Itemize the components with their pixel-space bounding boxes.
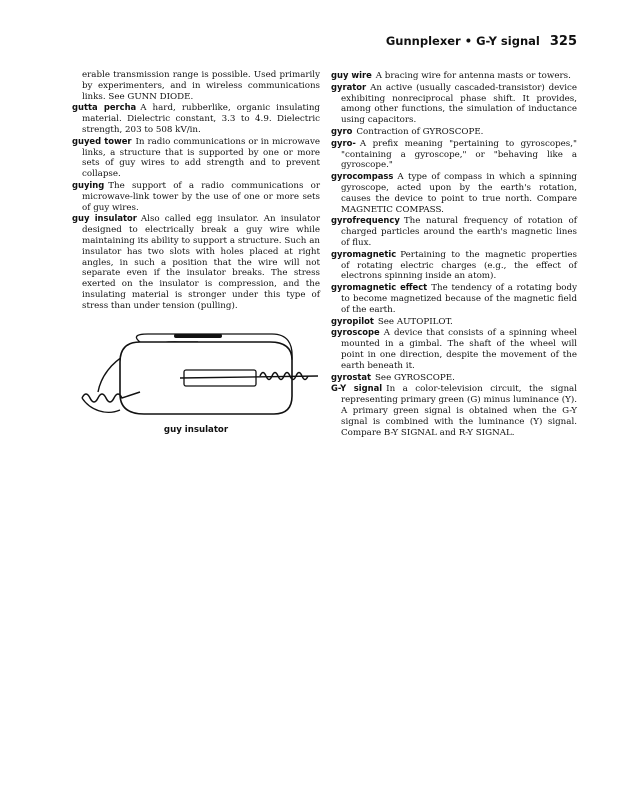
entry-gyropilot [331,316,577,328]
entry-gyro-prefix [331,138,577,171]
entry-definition: In a color-television circuit, the signal representing primary green (G) minus luminance (Y). A primary green signal is obtained when the G-Y signal is combined with the luminance (Y) signal. Compare B-Y SIGNAL and R-Y SIGNAL. [341,384,578,438]
entry-term: guy wire [331,70,372,80]
entry-term: gyro- [331,137,356,148]
entry-definition: A type of compass in which a spinning gyroscope, acted upon by the earth's rotation, causes the device to point to true north. Compare MAGNETIC COMPASS. [341,172,577,215]
entry-definition: An active (usually cascaded-transistor) device exhibiting nonreciprocal phase shift. It provides, among other functions, the simulation of inductance using capacitors. [341,82,577,126]
page-number: 325 [549,34,577,49]
entry-definition: Also called egg insulator. An insulator designed to electrically break a guy wire while maintaining its ability to support a structure. Such an insulator has two slots with holes placed at right angles, in such a position that the wire will not separate even if the insulator breaks. The stress exerted on the insulator is compression, and the insulating material is stronger under this type of stress than under tension (pulling). [82,214,320,311]
entry-definition: A device that consists of a spinning wheel mounted in a gimbal. The shaft of the wheel will point in one direction, despite the movement of the earth beneath it. [341,328,577,371]
continued-entry: erable transmission range is possible. Used primarily by experimenters, and in wireless communications links. See GUNN DIODE. [82,70,320,102]
page-header [386,34,577,49]
entry-term: gyrocompass [331,171,394,182]
entry-term: gyrofrequency [331,215,400,226]
entry-term: guying [72,179,105,190]
guy-insulator-illustration [80,330,320,425]
entry-guy-wire [331,70,577,82]
entry-term: guyed tower [72,135,132,146]
entry-definition: A prefix meaning "pertaining to gyroscopes," "containing a gyroscope," or "behaving like a gyroscope." [341,138,577,171]
entry-term: gyromagnetic effect [331,282,428,293]
entry-term: gyropilot [331,315,374,326]
entry-gutta-percha [72,102,320,135]
entry-g-y-signal [331,383,577,438]
entry-gyrostat [331,372,577,384]
figure-caption: guy insulator [163,425,229,435]
running-head: Gunnplexer • G-Y signal [385,34,540,48]
entry-term: gyroscope [331,327,380,338]
entry-term: gyro [331,125,353,136]
entry-definition: Contraction of GYROSCOPE. [356,126,484,137]
entry-guying [72,180,320,213]
entry-definition: The natural frequency of rotation of charged particles around the earth's magnetic lines of flux. [341,216,577,248]
entry-gyrofrequency [331,215,577,248]
entry-definition: See AUTOPILOT. [377,316,453,327]
right-column [331,70,577,438]
left-column [72,70,320,312]
entry-guyed-tower [72,136,320,180]
entry-definition: See GYROSCOPE. [374,372,455,383]
entry-gyromagnetic [331,249,577,282]
wire-tail [82,398,120,412]
entry-term: gyrostat [331,371,371,382]
entry-guy-insulator [72,213,320,311]
entry-term: gutta percha [72,102,137,113]
entry-gyromagnetic-effect [331,282,577,315]
entry-definition: A hard, rubberlike, organic insulating material. Dielectric constant, 3.3 to 4.9. Dielectric strength, 203 to 508 kV/in. [82,103,320,135]
entry-gyroscope [331,327,577,371]
entry-gyro [331,126,577,138]
entry-gyrocompass [331,171,577,215]
entry-term: gyrator [331,81,367,92]
entry-definition: A bracing wire for antenna masts or towers. [375,71,571,81]
entry-term: gyromagnetic [331,248,397,259]
entry-definition: The support of a radio communications or microwave-link tower by the use of one or more sets of guy wires. [82,180,320,213]
entry-definition: The tendency of a rotating body to become magnetized because of the magnetic field of the earth. [341,283,577,315]
entry-term: G-Y signal [331,383,383,394]
entry-definition: Pertaining to the magnetic properties of rotating electric charges (e.g., the effect of electrons spinning inside an atom). [341,249,577,282]
entry-term: guy insulator [72,213,137,224]
entry-gyrator [331,82,577,126]
entry-definition: In radio communications or in microwave links, a structure that is supported by one or more sets of guy wires to add strength and to prevent collapse. [82,136,320,180]
